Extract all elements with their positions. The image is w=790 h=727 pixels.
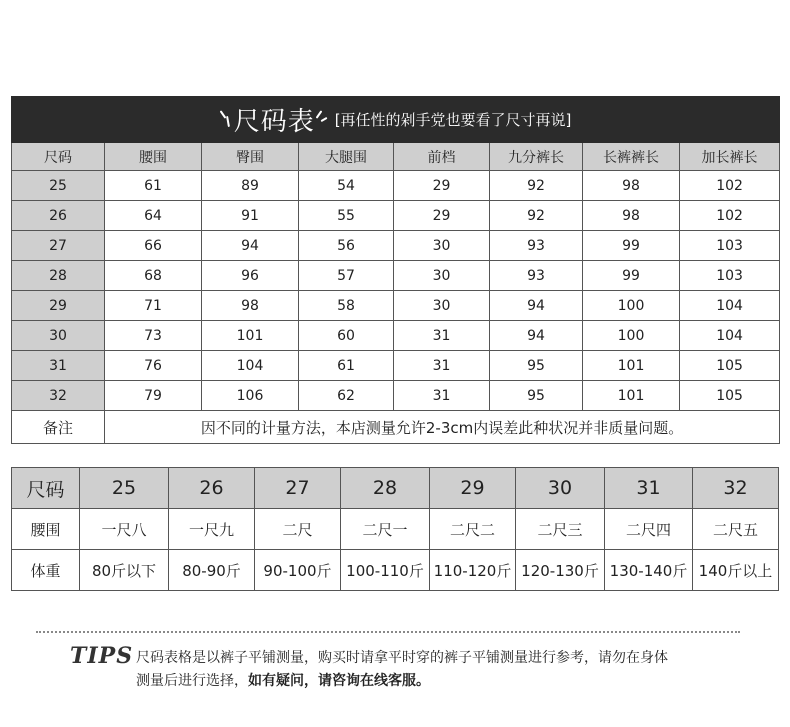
table-cell: 100 (583, 291, 680, 321)
table-cell: 100 (583, 321, 680, 351)
table-cell: 94 (490, 291, 583, 321)
conv-waist-cell: 二尺一 (341, 509, 430, 550)
size-cell: 25 (12, 171, 105, 201)
header-rise: 前档 (394, 143, 490, 171)
conv-weight-cell: 110-120斤 (430, 550, 516, 591)
conv-size-cell: 30 (516, 468, 605, 509)
size-chart-table (11, 96, 780, 444)
table-row (12, 171, 780, 201)
table-cell: 91 (202, 201, 299, 231)
table-cell: 68 (105, 261, 202, 291)
table-row (12, 231, 780, 261)
table-cell: 104 (680, 291, 780, 321)
table-cell: 79 (105, 381, 202, 411)
table-cell: 66 (105, 231, 202, 261)
conv-size-label: 尺码 (12, 468, 80, 509)
table-cell: 98 (202, 291, 299, 321)
table-cell: 54 (299, 171, 394, 201)
table-cell: 103 (680, 231, 780, 261)
conv-waist-cell: 一尺九 (169, 509, 255, 550)
header-hip: 臀围 (202, 143, 299, 171)
table-cell: 98 (583, 171, 680, 201)
table-cell: 95 (490, 351, 583, 381)
size-chart-title: 尺码表 (233, 107, 315, 137)
table-cell: 103 (680, 261, 780, 291)
conv-size-cell: 32 (693, 468, 779, 509)
tips-text-line1: 尺码表格是以裤子平铺测量，购买时请拿平时穿的裤子平铺测量进行参考，请勿在身体 (136, 650, 668, 666)
conv-waist-cell: 二尺二 (430, 509, 516, 550)
table-cell: 57 (299, 261, 394, 291)
table-cell: 62 (299, 381, 394, 411)
table-cell: 55 (299, 201, 394, 231)
spark-right-icon (315, 110, 329, 130)
table-cell: 76 (105, 351, 202, 381)
table-cell: 31 (394, 321, 490, 351)
conv-waist-cell: 二尺五 (693, 509, 779, 550)
table-cell: 31 (394, 351, 490, 381)
table-cell: 102 (680, 171, 780, 201)
table-cell: 99 (583, 231, 680, 261)
table-cell: 29 (394, 171, 490, 201)
header-thigh: 大腿围 (299, 143, 394, 171)
tips-contact-text: 如有疑问，请咨询在线客服。 (248, 673, 430, 689)
tips-label: TIPS (70, 643, 134, 669)
table-cell: 30 (394, 291, 490, 321)
size-cell: 26 (12, 201, 105, 231)
size-cell: 31 (12, 351, 105, 381)
table-cell: 93 (490, 261, 583, 291)
table-cell: 92 (490, 171, 583, 201)
size-cell: 29 (12, 291, 105, 321)
table-cell: 71 (105, 291, 202, 321)
conv-waist-label: 腰围 (12, 509, 80, 550)
table-row (12, 381, 780, 411)
table-cell: 95 (490, 381, 583, 411)
size-chart-title-bar (12, 97, 780, 143)
conv-waist-cell: 二尺四 (605, 509, 693, 550)
conv-size-cell: 26 (169, 468, 255, 509)
table-cell: 106 (202, 381, 299, 411)
table-cell: 64 (105, 201, 202, 231)
conv-weight-cell: 140斤以上 (693, 550, 779, 591)
table-row (12, 321, 780, 351)
conv-weight-cell: 120-130斤 (516, 550, 605, 591)
table-cell: 30 (394, 261, 490, 291)
size-cell: 28 (12, 261, 105, 291)
table-row (12, 351, 780, 381)
size-chart-subtitle: [再任性的剁手党也要看了尺寸再说] (334, 111, 572, 129)
header-regular-length: 长裤裤长 (583, 143, 680, 171)
conv-weight-cell: 100-110斤 (341, 550, 430, 591)
conv-size-cell: 27 (255, 468, 341, 509)
conv-weight-cell: 80斤以下 (80, 550, 169, 591)
table-cell: 104 (202, 351, 299, 381)
conv-waist-cell: 一尺八 (80, 509, 169, 550)
table-cell: 96 (202, 261, 299, 291)
conv-weight-label: 体重 (12, 550, 80, 591)
conv-size-cell: 29 (430, 468, 516, 509)
table-row (12, 261, 780, 291)
table-cell: 101 (583, 351, 680, 381)
size-conversion-table (11, 467, 779, 591)
conv-size-cell: 25 (80, 468, 169, 509)
table-cell: 93 (490, 231, 583, 261)
header-long-length: 加长裤长 (680, 143, 780, 171)
table-cell: 105 (680, 381, 780, 411)
header-size: 尺码 (12, 143, 105, 171)
conv-weight-cell: 130-140斤 (605, 550, 693, 591)
table-cell: 99 (583, 261, 680, 291)
table-cell: 94 (490, 321, 583, 351)
conv-weight-cell: 80-90斤 (169, 550, 255, 591)
size-cell: 30 (12, 321, 105, 351)
tips-text-line2 (136, 670, 430, 690)
size-cell: 27 (12, 231, 105, 261)
conv-size-cell: 31 (605, 468, 693, 509)
header-waist: 腰围 (105, 143, 202, 171)
table-cell: 30 (394, 231, 490, 261)
table-cell: 56 (299, 231, 394, 261)
note-label: 备注 (12, 411, 105, 444)
table-cell: 29 (394, 201, 490, 231)
size-cell: 32 (12, 381, 105, 411)
table-row (12, 201, 780, 231)
conv-size-cell: 28 (341, 468, 430, 509)
tips-text-line2-prefix: 测量后进行选择， (136, 673, 248, 689)
table-cell: 92 (490, 201, 583, 231)
table-cell: 101 (583, 381, 680, 411)
table-cell: 102 (680, 201, 780, 231)
conv-waist-cell: 二尺 (255, 509, 341, 550)
table-cell: 60 (299, 321, 394, 351)
table-cell: 105 (680, 351, 780, 381)
table-cell: 104 (680, 321, 780, 351)
conv-weight-cell: 90-100斤 (255, 550, 341, 591)
spark-left-icon (220, 110, 234, 130)
note-text: 因不同的计量方法，本店测量允许2-3cm内误差此种状况并非质量问题。 (105, 411, 780, 444)
conv-waist-cell: 二尺三 (516, 509, 605, 550)
table-row (12, 291, 780, 321)
table-cell: 61 (105, 171, 202, 201)
tips-divider (36, 631, 740, 633)
table-cell: 73 (105, 321, 202, 351)
header-ankle-length: 九分裤长 (490, 143, 583, 171)
table-cell: 98 (583, 201, 680, 231)
table-cell: 58 (299, 291, 394, 321)
table-cell: 101 (202, 321, 299, 351)
table-cell: 31 (394, 381, 490, 411)
table-cell: 94 (202, 231, 299, 261)
table-cell: 61 (299, 351, 394, 381)
table-cell: 89 (202, 171, 299, 201)
